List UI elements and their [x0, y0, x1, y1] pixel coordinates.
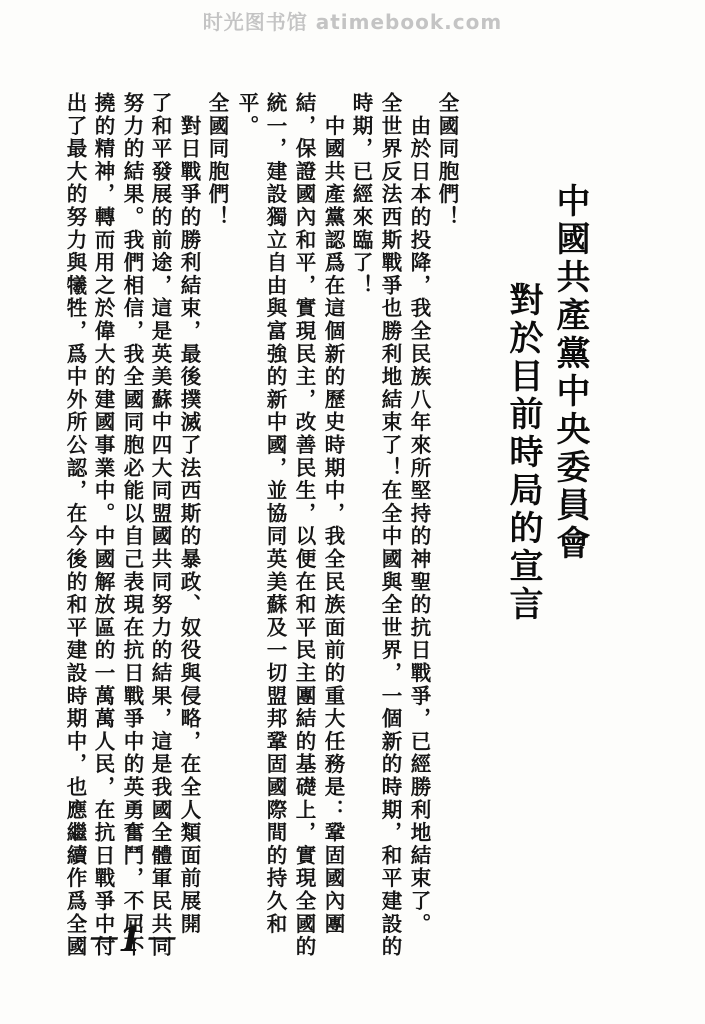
body-column-2: 由於日本的投降，我全民族八年來所堅持的神聖的抗日戰爭，已經勝利地結束了。 — [407, 92, 431, 936]
body-column-9: 全國同胞們！ — [205, 92, 229, 229]
body-column-10: 對日戰爭的勝利結束，最後撲滅了法西斯的暴政、奴役與侵略，在全人類面前展開 — [177, 92, 201, 936]
body-column-1: 全國同胞們！ — [435, 92, 459, 229]
body-column-8: 平。 — [235, 92, 259, 138]
body-column-6: 結，保證國內和平，實現民主，改善民生，以便在和平民主團結的基礎上，實現全國的 — [292, 92, 316, 959]
document-title-line-2: 對於目前時局的宣言 — [503, 282, 543, 624]
body-column-7: 統一，建設獨立自由與富強的新中國，並協同英美蘇及一切盟邦鞏固國際間的持久和 — [263, 92, 287, 936]
body-column-14: 出了最大的努力與犧牲，爲中外所公認，在今後的和平建設時期中，也應繼續作爲全國 — [63, 92, 87, 959]
watermark-text: 时光图书馆 atimebook.com — [202, 10, 503, 34]
page-number: －1－ — [84, 920, 176, 960]
body-column-11: 了和平發展的前途，這是英美蘇中四大同盟國共同努力的結果，這是我國全體軍民共同 — [148, 92, 172, 959]
body-column-3: 全世界反法西斯戰爭也勝利地結束了！在全中國與全世界，一個新的時期，和平建設的 — [378, 92, 402, 959]
document-title-line-1: 中國共產黨中央委員會 — [550, 183, 590, 563]
body-column-13: 撓的精神，轉而用之於偉大的建國事業中。中國解放區的一萬萬人民，在抗日戰爭中付 — [91, 92, 115, 959]
body-column-4: 時期，已經來臨了！ — [349, 92, 373, 298]
body-column-5: 中國共產黨認爲在這個新的歷史時期中，我全民族面前的重大任務是：鞏固國內團 — [321, 92, 345, 936]
body-column-12: 努力的結果。我們相信，我全國同胞必能以自己表現在抗日戰爭中的英勇奮鬥，不屈不 — [120, 92, 144, 959]
